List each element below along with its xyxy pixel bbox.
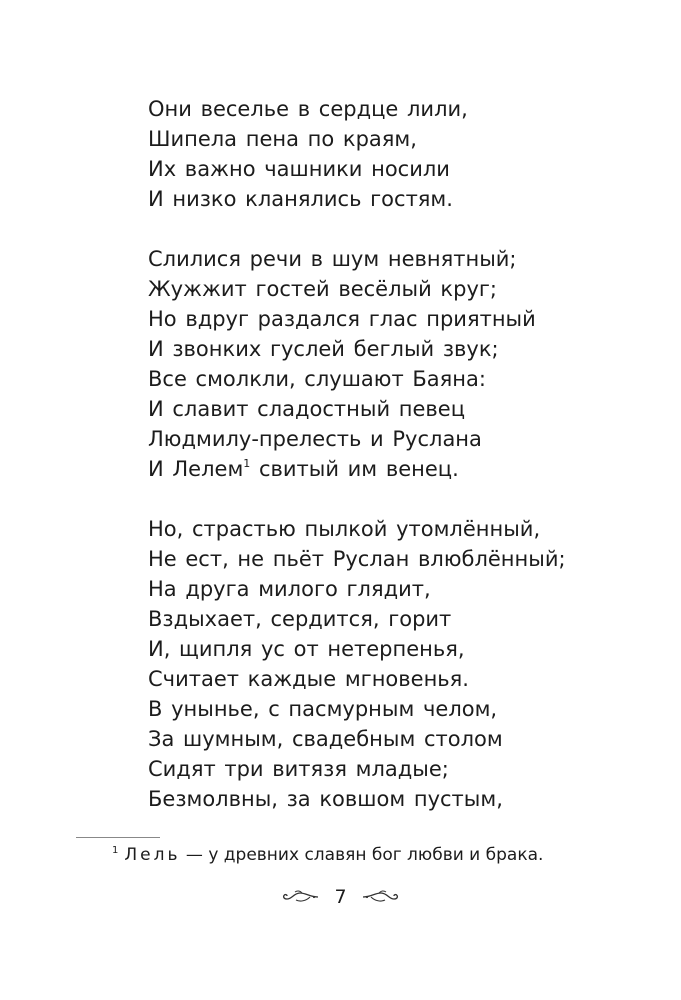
verse-line: И славит сладостный певец [148, 397, 466, 421]
verse-line: Все смолкли, слушают Баяна: [148, 367, 486, 391]
stanza-2 [148, 244, 588, 484]
verse-line: И звонких гуслей беглый звук; [148, 337, 499, 361]
page-footer [0, 882, 681, 912]
verse-line: Безмолвны, за ковшом пустым, [148, 787, 503, 811]
verse-line: Шипела пена по краям, [148, 127, 417, 151]
verse-line: За шумным, свадебным столом [148, 727, 503, 751]
footnote-text: — у древних славян бог любви и брака. [180, 845, 544, 865]
left-ornament-icon [280, 889, 320, 905]
stanza-1 [148, 94, 588, 214]
stanza-3 [148, 514, 588, 814]
verse-line: Слилися речи в шум невнятный; [148, 247, 517, 271]
poem-text [148, 94, 588, 844]
verse-line: Людмилу-прелесть и Руслана [148, 427, 482, 451]
verse-text: свитый им венец. [250, 457, 459, 481]
verse-line: Но вдруг раздался глас приятный [148, 307, 536, 331]
right-ornament-icon [361, 889, 401, 905]
verse-line: Считает каждые мгновенья. [148, 667, 469, 691]
footnote-mark: 1 [112, 845, 119, 856]
footnote-term: Лель [124, 845, 181, 865]
verse-line: И низко кланялись гостям. [148, 187, 453, 211]
verse-line: Не ест, не пьёт Руслан влюблённый; [148, 547, 566, 571]
verse-line: Но, страстью пылкой утомлённый, [148, 517, 541, 541]
verse-line: В унынье, с пасмурным челом, [148, 697, 498, 721]
verse-line: И, щипля ус от нетерпенья, [148, 637, 465, 661]
verse-line: Они веселье в сердце лили, [148, 97, 468, 121]
page-number: 7 [334, 886, 347, 908]
verse-line: Сидят три витязя младые; [148, 757, 449, 781]
footnote-divider [76, 837, 160, 838]
verse-line: Жужжит гостей весёлый круг; [148, 277, 497, 301]
verse-line: На друга милого глядит, [148, 577, 431, 601]
verse-line-with-footnote [148, 454, 588, 484]
verse-line: Их важно чашники носили [148, 157, 450, 181]
footnote [112, 843, 543, 867]
verse-line: Вздыхает, сердится, горит [148, 607, 452, 631]
footnote-ref[interactable]: 1 [243, 457, 251, 470]
verse-text: И Лелем [148, 457, 244, 481]
